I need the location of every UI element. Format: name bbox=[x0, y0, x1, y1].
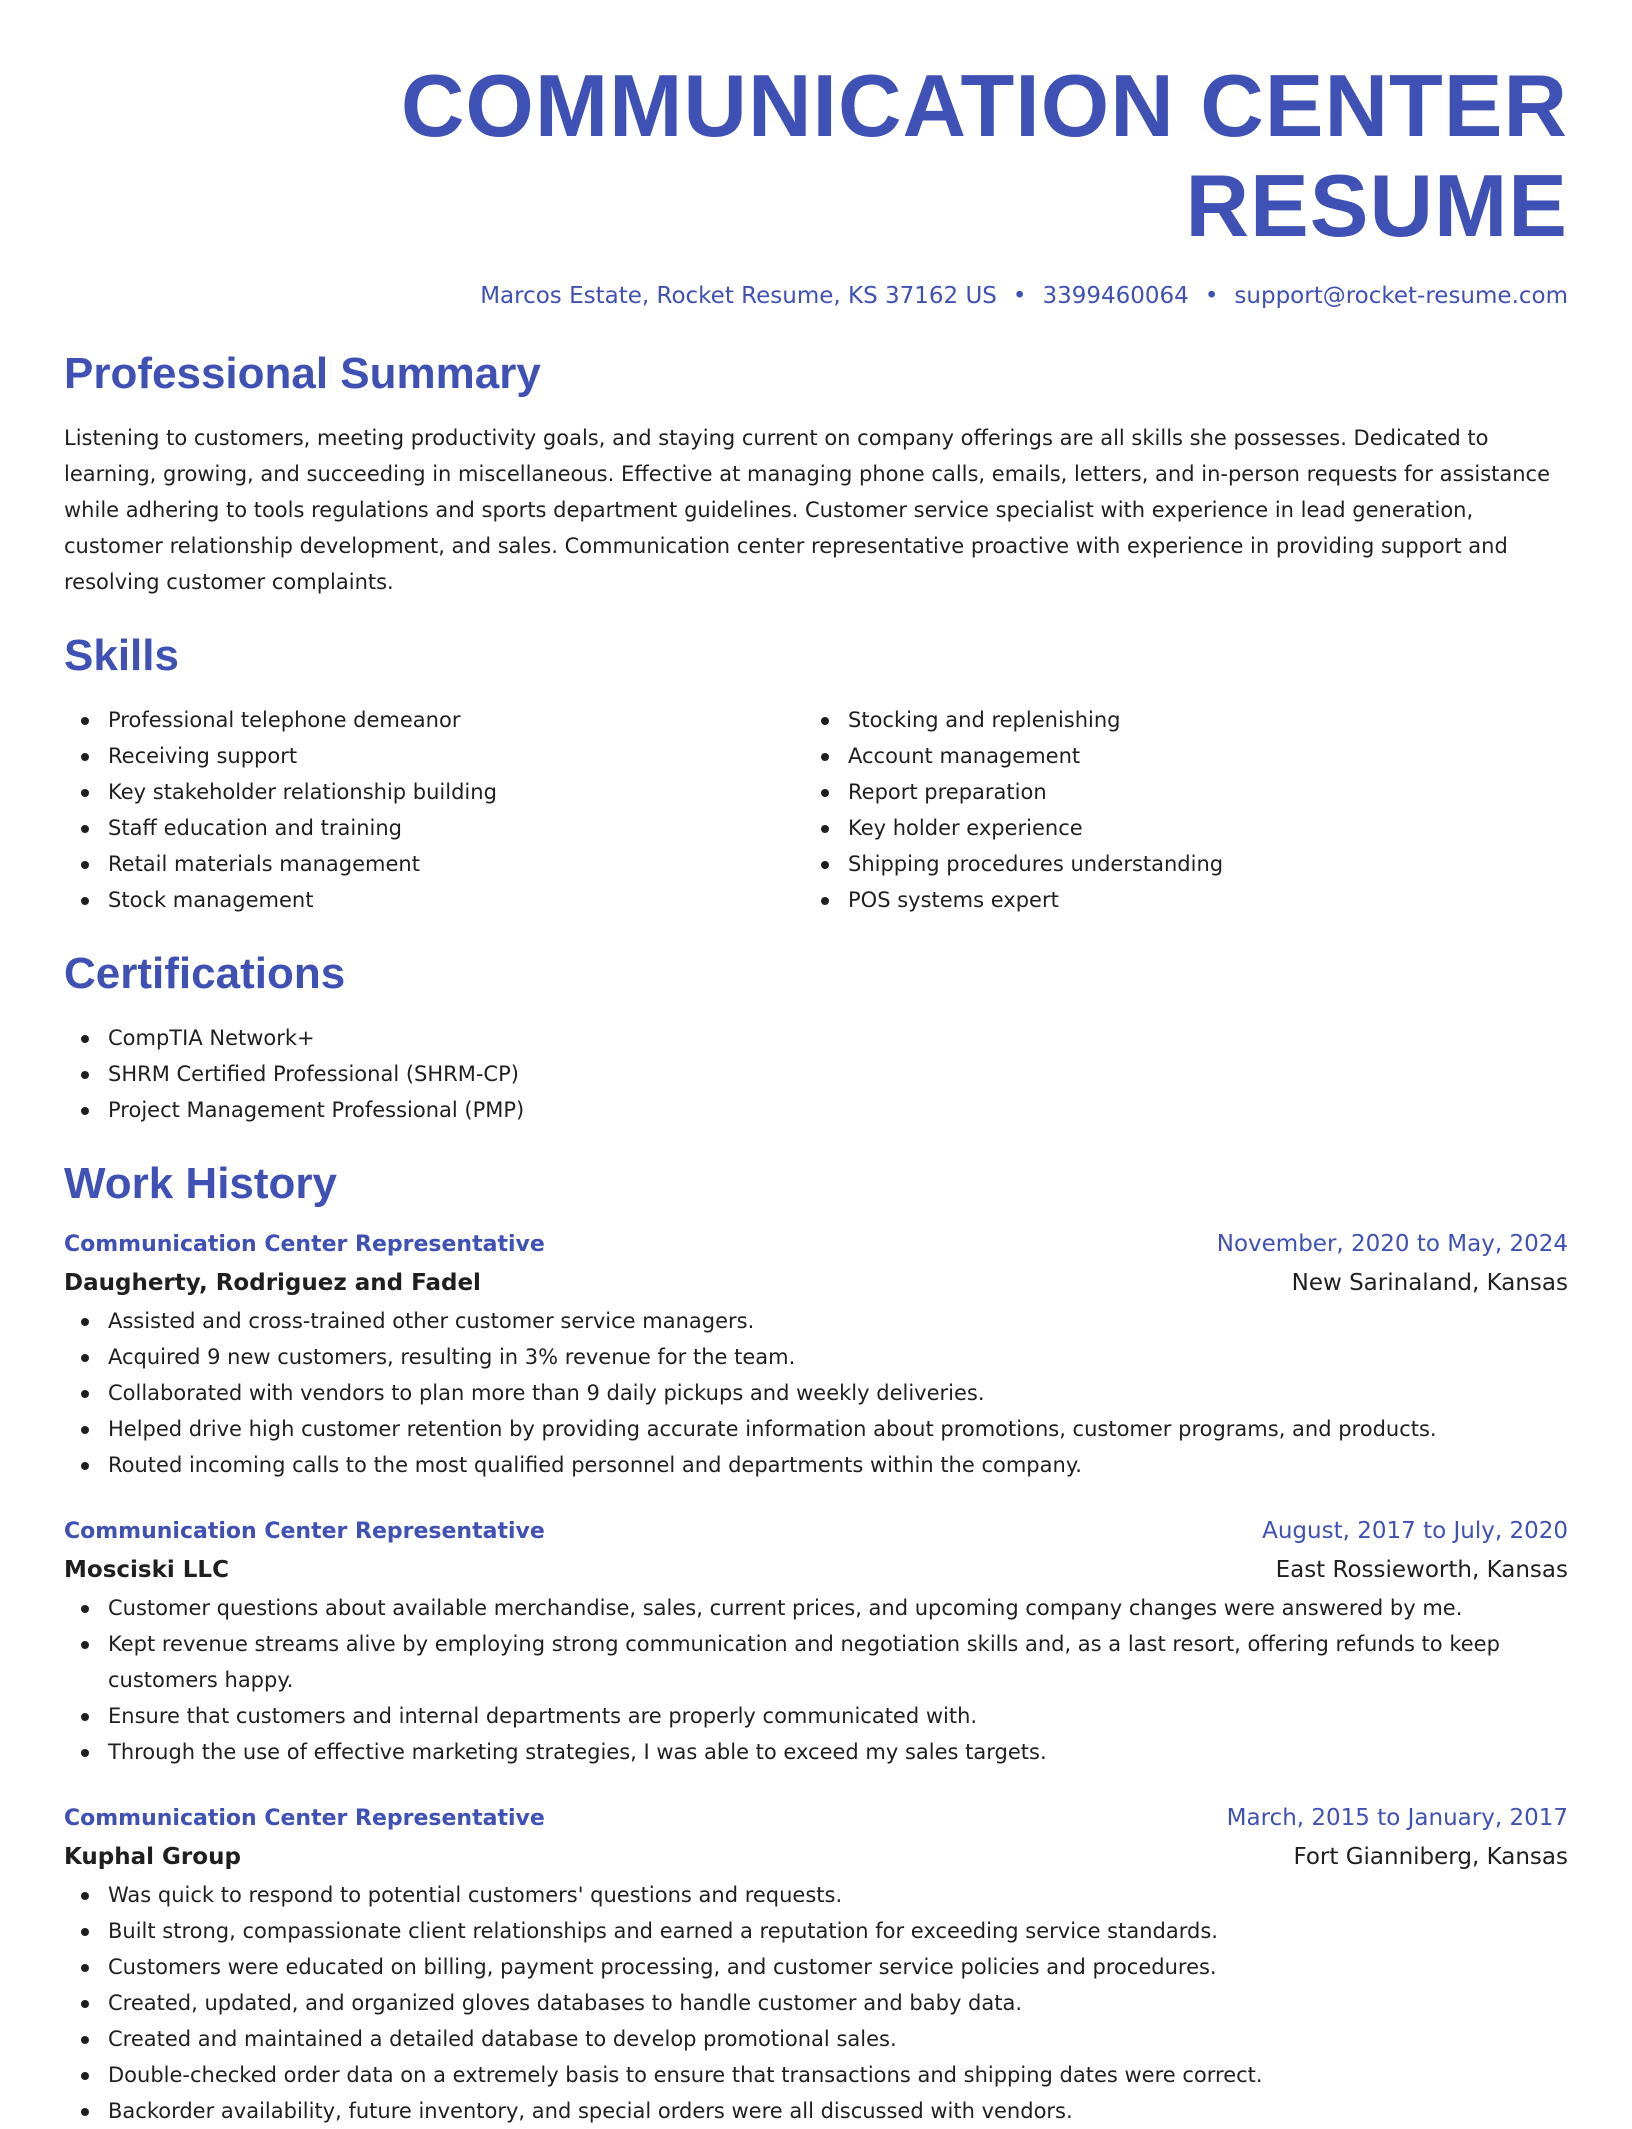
job-entry bbox=[64, 1800, 1568, 2129]
skills-list-right bbox=[804, 702, 1568, 918]
job-duties bbox=[64, 1303, 1568, 1483]
job-title: Communication Center Representative bbox=[64, 1806, 545, 1831]
job-duties bbox=[64, 1590, 1568, 1770]
skill-item: Key holder experience bbox=[804, 810, 1568, 846]
job-dates: March, 2015 to January, 2017 bbox=[1226, 1805, 1568, 1831]
job-duty: Kept revenue streams alive by employing strong communication and negotiation skills and, as a last resort, offering refunds to keep customers happy. bbox=[64, 1626, 1568, 1698]
job-title-row bbox=[64, 1800, 1568, 1837]
contact-line bbox=[64, 280, 1568, 312]
job-company: Kuphal Group bbox=[64, 1844, 241, 1870]
job-duty: Customer questions about available merchandise, sales, current prices, and upcoming company changes were answered by me. bbox=[64, 1590, 1568, 1626]
skill-item: Retail materials management bbox=[64, 846, 804, 882]
job-company: Daugherty, Rodriguez and Fadel bbox=[64, 1270, 481, 1296]
job-duty: Acquired 9 new customers, resulting in 3% revenue for the team. bbox=[64, 1339, 1568, 1375]
job-entry bbox=[64, 1513, 1568, 1770]
certification-item: Project Management Professional (PMP) bbox=[64, 1092, 1568, 1128]
skill-item: Staff education and training bbox=[64, 810, 804, 846]
resume-title: COMMUNICATION CENTER RESUME bbox=[400, 56, 1568, 255]
skill-item: Shipping procedures understanding bbox=[804, 846, 1568, 882]
certification-item: CompTIA Network+ bbox=[64, 1020, 1568, 1056]
job-location: East Rossieworth, Kansas bbox=[1275, 1557, 1568, 1583]
contact-separator: • bbox=[1204, 283, 1219, 309]
work-history-section bbox=[64, 1156, 1568, 2129]
job-duty: Through the use of effective marketing strategies, I was able to exceed my sales targets. bbox=[64, 1734, 1568, 1770]
job-duty: Double-checked order data on a extremely basis to ensure that transactions and shipping dates were correct. bbox=[64, 2057, 1568, 2093]
work-history-heading: Work History bbox=[64, 1159, 338, 1208]
job-duty: Collaborated with vendors to plan more than 9 daily pickups and weekly deliveries. bbox=[64, 1375, 1568, 1411]
skills-section bbox=[64, 628, 1568, 918]
job-duty: Created, updated, and organized gloves databases to handle customer and baby data. bbox=[64, 1985, 1568, 2021]
summary-section bbox=[64, 346, 1568, 600]
job-duty: Customers were educated on billing, payment processing, and customer service policies and procedures. bbox=[64, 1949, 1568, 1985]
job-duty: Ensure that customers and internal departments are properly communicated with. bbox=[64, 1698, 1568, 1734]
job-title-row bbox=[64, 1513, 1568, 1550]
certification-item: SHRM Certified Professional (SHRM-CP) bbox=[64, 1056, 1568, 1092]
skill-item: Receiving support bbox=[64, 738, 804, 774]
contact-separator: • bbox=[1012, 283, 1027, 309]
job-company-row bbox=[64, 1837, 1568, 1877]
job-entry bbox=[64, 1226, 1568, 1483]
job-dates: November, 2020 to May, 2024 bbox=[1216, 1231, 1568, 1257]
summary-heading: Professional Summary bbox=[64, 349, 541, 398]
contact-email[interactable]: support@rocket-resume.com bbox=[1234, 283, 1568, 309]
skill-item: Stocking and replenishing bbox=[804, 702, 1568, 738]
skill-item: Stock management bbox=[64, 882, 804, 918]
contact-phone: 3399460064 bbox=[1042, 283, 1189, 309]
job-dates: August, 2017 to July, 2020 bbox=[1262, 1518, 1568, 1544]
skill-item: Professional telephone demeanor bbox=[64, 702, 804, 738]
job-title: Communication Center Representative bbox=[64, 1232, 545, 1257]
job-company: Mosciski LLC bbox=[64, 1557, 229, 1583]
skill-item: Report preparation bbox=[804, 774, 1568, 810]
summary-text: Listening to customers, meeting productivity goals, and staying current on company offerings are all skills she possesses. Dedicated to learning, growing, and succeeding in miscellaneous. Effective at managing phone calls, emails, letters, and in-person requests for assistance while adhering to tools regulations and sports department guidelines. Customer service specialist with experience in lead generation, customer relationship development, and sales. Communication center representative proactive with experience in providing support and resolving customer complaints. bbox=[64, 426, 1551, 594]
job-duty: Helped drive high customer retention by providing accurate information about promotions, customer programs, and products. bbox=[64, 1411, 1568, 1447]
skills-list-left bbox=[64, 702, 804, 918]
job-duty: Assisted and cross-trained other customer service managers. bbox=[64, 1303, 1568, 1339]
skill-item: Key stakeholder relationship building bbox=[64, 774, 804, 810]
job-duty: Built strong, compassionate client relationships and earned a reputation for exceeding service standards. bbox=[64, 1913, 1568, 1949]
job-duties bbox=[64, 1877, 1568, 2129]
job-company-row bbox=[64, 1263, 1568, 1303]
certifications-list bbox=[64, 1020, 1568, 1128]
job-location: Fort Gianniberg, Kansas bbox=[1293, 1844, 1568, 1870]
skills-heading: Skills bbox=[64, 631, 179, 680]
job-company-row bbox=[64, 1550, 1568, 1590]
job-duty: Was quick to respond to potential customers' questions and requests. bbox=[64, 1877, 1568, 1913]
skill-item: Account management bbox=[804, 738, 1568, 774]
skills-grid bbox=[64, 702, 1568, 918]
job-title: Communication Center Representative bbox=[64, 1519, 545, 1544]
job-duty: Backorder availability, future inventory, and special orders were all discussed with vendors. bbox=[64, 2093, 1568, 2129]
job-duty: Created and maintained a detailed database to develop promotional sales. bbox=[64, 2021, 1568, 2057]
job-title-row bbox=[64, 1226, 1568, 1263]
certifications-section bbox=[64, 946, 1568, 1128]
skill-item: POS systems expert bbox=[804, 882, 1568, 918]
job-duty: Routed incoming calls to the most qualified personnel and departments within the company. bbox=[64, 1447, 1568, 1483]
job-location: New Sarinaland, Kansas bbox=[1291, 1270, 1568, 1296]
certifications-heading: Certifications bbox=[64, 949, 346, 998]
contact-address: Marcos Estate, Rocket Resume, KS 37162 US bbox=[480, 283, 997, 309]
